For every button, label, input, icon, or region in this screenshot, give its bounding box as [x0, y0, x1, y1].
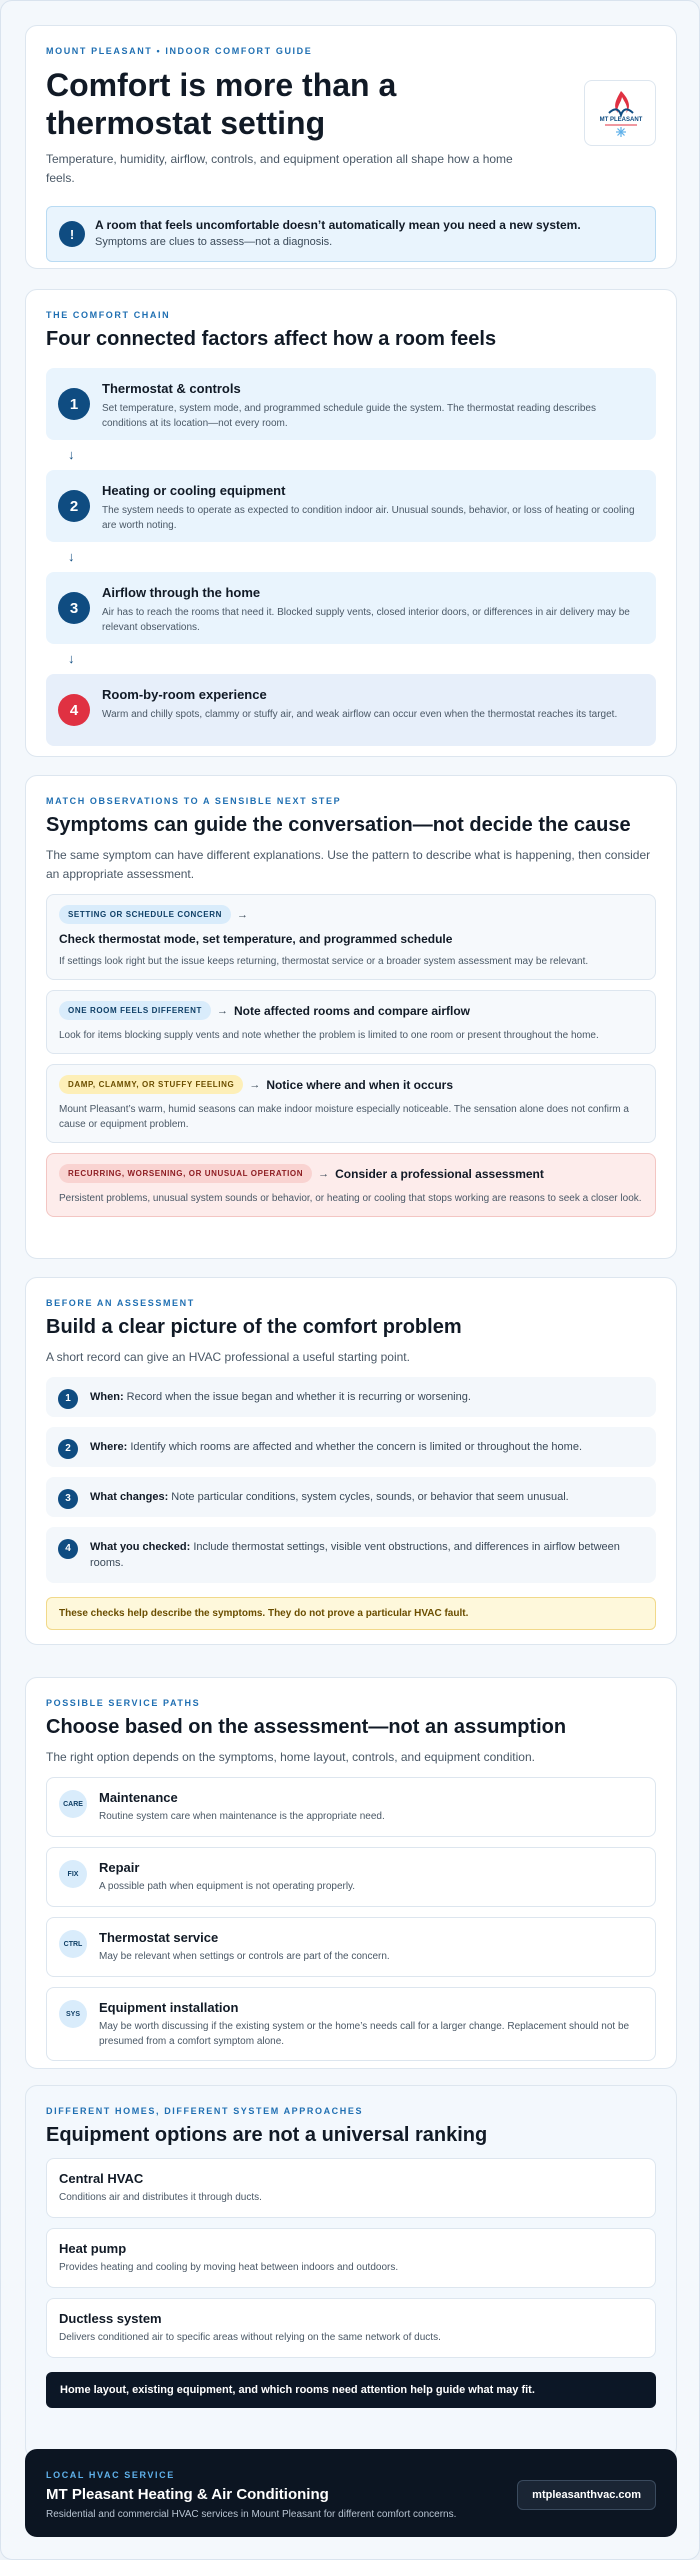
equipment-title-label: Heat pump [59, 2241, 127, 2256]
record-text: Include thermostat settings, visible vent obstructions, and differences in airflow between rooms. [90, 1541, 620, 1569]
symptom-pill-row [59, 1075, 643, 1094]
ctrl-badge-icon: CTRL [59, 1930, 87, 1958]
chain-item-room-experience [46, 674, 656, 746]
equipment-ductless [46, 2298, 656, 2358]
chain-item-title: Airflow through the home [102, 585, 261, 600]
record-item-what-checked [46, 1527, 656, 1583]
record-number: 3 [58, 1489, 78, 1509]
down-arrow-icon: ↓ [68, 447, 75, 462]
record-item-where [46, 1427, 656, 1467]
right-arrow-icon: → [216, 1004, 228, 1017]
symptom-pill: RECURRING, WORSENING, OR UNUSUAL OPERATION [59, 1164, 312, 1183]
chain-title: Four connected factors affect how a room feels [46, 328, 497, 350]
equipment-list [46, 2158, 656, 2358]
chain-number: 2 [58, 490, 90, 522]
hero-card [25, 25, 677, 269]
path-repair [46, 1847, 656, 1907]
equipment-heat-pump [46, 2228, 656, 2288]
symptom-pill: ONE ROOM FEELS DIFFERENT [59, 1001, 211, 1020]
symptom-one-room [46, 990, 656, 1054]
fix-badge-icon: FIX [59, 1860, 87, 1888]
chain-item-title: Heating or cooling equipment [102, 483, 286, 498]
equipment-card [25, 2085, 677, 2459]
symptom-pill-row [59, 1164, 643, 1183]
equipment-title-label: Ductless system [59, 2311, 162, 2326]
service-paths-card [25, 1677, 677, 2069]
comfort-chain-card [25, 289, 677, 757]
chain-eyebrow: THE COMFORT CHAIN [46, 310, 171, 320]
chain-number: 4 [58, 694, 90, 726]
record-item-what-changes [46, 1477, 656, 1517]
path-desc: A possible path when equipment is not operating properly. [99, 1881, 356, 1892]
footer-desc: Residential and commercial HVAC services in Mount Pleasant for different comfort concerns. [46, 2509, 457, 2520]
record-note: These checks help describe the symptoms. They do not prove a particular HVAC fault. [46, 1597, 656, 1630]
record-text: Identify which rooms are affected and whether the concern is limited or throughout the home. [130, 1441, 583, 1453]
care-badge-icon: CARE [59, 1790, 87, 1818]
record-number: 2 [58, 1439, 78, 1459]
symptoms-title: Symptoms can guide the conversation—not decide the cause [46, 814, 631, 836]
callout-title: A room that feels uncomfortable doesn’t automatically mean you need a new system. [95, 218, 581, 232]
chain-item-equipment [46, 470, 656, 542]
record-lead: A short record can give an HVAC professional a useful starting point. [46, 1350, 410, 1364]
record-card [25, 1277, 677, 1645]
chain-item-title: Room-by-room experience [102, 687, 267, 702]
right-arrow-icon: → [318, 1167, 330, 1180]
path-title: Maintenance [99, 1790, 178, 1805]
symptom-pill: SETTING OR SCHEDULE CONCERN [59, 905, 231, 924]
path-equipment-installation [46, 1987, 656, 2061]
record-label: What changes: [90, 1491, 169, 1503]
record-item-when [46, 1377, 656, 1417]
alert-icon: ! [59, 221, 85, 247]
path-desc: Routine system care when maintenance is the appropriate need. [99, 1811, 385, 1822]
down-arrow-icon: ↓ [68, 651, 75, 666]
symptom-damp-clammy [46, 1064, 656, 1143]
chain-item-desc: Warm and chilly spots, clammy or stuffy air, and weak airflow can occur even when the thermostat reaches its target. [102, 709, 618, 720]
path-thermostat-service [46, 1917, 656, 1977]
path-title: Equipment installation [99, 2000, 239, 2015]
chain-list [46, 368, 656, 746]
paths-lead: The right option depends on the symptoms, home layout, controls, and equipment condition. [46, 1750, 535, 1764]
chain-item-airflow [46, 572, 656, 644]
paths-title: Choose based on the assessment—not an assumption [46, 1716, 567, 1738]
symptom-desc: If settings look right but the issue keeps returning, thermostat service or a broader system assessment may be relevant. [59, 956, 589, 967]
symptom-desc: Mount Pleasant’s warm, humid seasons can make indoor moisture especially noticeable. The sensation alone does not confirm a cause or equipment problem. [59, 1104, 629, 1130]
chain-item-title: Thermostat & controls [102, 381, 241, 396]
symptoms-eyebrow: MATCH OBSERVATIONS TO A SENSIBLE NEXT STEP [46, 796, 342, 806]
symptom-desc: Look for items blocking supply vents and note whether the problem is limited to one room or present throughout the home. [59, 1030, 599, 1041]
hero-callout [46, 206, 656, 262]
chain-item-desc: Set temperature, system mode, and programmed schedule guide the system. The thermostat reading describes conditions at its location—not every room. [102, 403, 596, 429]
footer-eyebrow: LOCAL HVAC SERVICE [46, 2470, 175, 2480]
paths-list [46, 1777, 656, 2061]
symptom-heading: Check thermostat mode, set temperature, and programmed schedule [59, 932, 453, 946]
path-title: Repair [99, 1860, 140, 1875]
down-arrow-icon: ↓ [68, 549, 75, 564]
callout-text: Symptoms are clues to assess—not a diagnosis. [95, 236, 333, 248]
sys-badge-icon: SYS [59, 2000, 87, 2028]
right-arrow-icon: → [237, 908, 248, 921]
svg-text:MT PLEASANT: MT PLEASANT [599, 117, 643, 123]
record-number: 4 [58, 1539, 78, 1559]
chain-number: 3 [58, 592, 90, 624]
equipment-desc: Conditions air and distributes it through ducts. [59, 2192, 262, 2203]
path-title: Thermostat service [99, 1930, 219, 1945]
symptom-list [46, 894, 656, 1217]
hero-lead: Temperature, humidity, airflow, controls, and equipment operation all shape how a home feels. [46, 152, 513, 185]
equipment-desc: Provides heating and cooling by moving heat between indoors and outdoors. [59, 2262, 399, 2273]
chain-item-desc: The system needs to operate as expected to condition indoor air. Unusual sounds, behavior, or loss of heating or cooling are worth noting. [102, 505, 635, 531]
equipment-desc: Delivers conditioned air to specific areas without relying on the same network of ducts. [59, 2332, 441, 2343]
company-logo [584, 80, 656, 146]
equipment-summary-bar: Home layout, existing equipment, and which rooms need attention help guide what may fit. [46, 2372, 656, 2408]
chain-number: 1 [58, 388, 90, 420]
record-eyebrow: BEFORE AN ASSESSMENT [46, 1298, 195, 1308]
symptom-desc: Persistent problems, unusual system sounds or behavior, or heating or cooling that stops working are reasons to seek a closer look. [59, 1193, 642, 1204]
equipment-central-hvac [46, 2158, 656, 2218]
path-maintenance [46, 1777, 656, 1837]
symptom-heading: Consider a professional assessment [335, 1166, 544, 1181]
record-label: When: [90, 1391, 124, 1403]
chain-item-desc: Air has to reach the rooms that need it. Blocked supply vents, closed interior doors, or differences in air delivery may be relevant observations. [102, 607, 630, 633]
record-number: 1 [58, 1389, 78, 1409]
equipment-eyebrow: DIFFERENT HOMES, DIFFERENT SYSTEM APPROACHES [46, 2106, 364, 2116]
right-arrow-icon: → [249, 1078, 261, 1091]
equipment-title: Equipment options are not a universal ranking [46, 2124, 488, 2146]
symptom-recurring [46, 1153, 656, 1217]
logo-flame-snowflake-icon [585, 81, 657, 147]
symptom-pill: DAMP, CLAMMY, OR STUFFY FEELING [59, 1075, 243, 1094]
symptom-heading: Notice where and when it occurs [266, 1077, 454, 1092]
record-list [46, 1377, 656, 1583]
record-title: Build a clear picture of the comfort problem [46, 1316, 462, 1338]
hero-eyebrow: MOUNT PLEASANT • INDOOR COMFORT GUIDE [46, 46, 313, 56]
symptom-setting-schedule [46, 894, 656, 980]
record-label: What you checked: [90, 1541, 191, 1553]
website-link[interactable]: mtpleasanthvac.com [517, 2480, 656, 2510]
symptom-pill-row [59, 905, 643, 924]
paths-eyebrow: POSSIBLE SERVICE PATHS [46, 1698, 201, 1708]
footer-card [25, 2449, 677, 2537]
record-label: Where: [90, 1441, 128, 1453]
chain-item-thermostat [46, 368, 656, 440]
company-name: MT Pleasant Heating & Air Conditioning [46, 2486, 329, 2503]
symptom-pill-row [59, 1001, 643, 1020]
page-title: Comfort is more than a thermostat setting [46, 67, 397, 141]
symptom-heading: Note affected rooms and compare airflow [233, 1003, 471, 1018]
record-text: Note particular conditions, system cycles, sounds, or behavior that seem unusual. [171, 1491, 569, 1503]
symptoms-lead: The same symptom can have different explanations. Use the pattern to describe what is happening, then consider an appropriate assessment. [46, 848, 651, 881]
path-desc: May be relevant when settings or controls are part of the concern. [99, 1951, 390, 1962]
record-text: Record when the issue began and whether it is recurring or worsening. [126, 1391, 471, 1403]
equipment-title-label: Central HVAC [59, 2171, 144, 2186]
path-desc: May be worth discussing if the existing system or the home’s needs call for a larger change. Replacement should not be presumed from a comfort symptom alone. [99, 2021, 630, 2047]
symptoms-card [25, 775, 677, 1259]
